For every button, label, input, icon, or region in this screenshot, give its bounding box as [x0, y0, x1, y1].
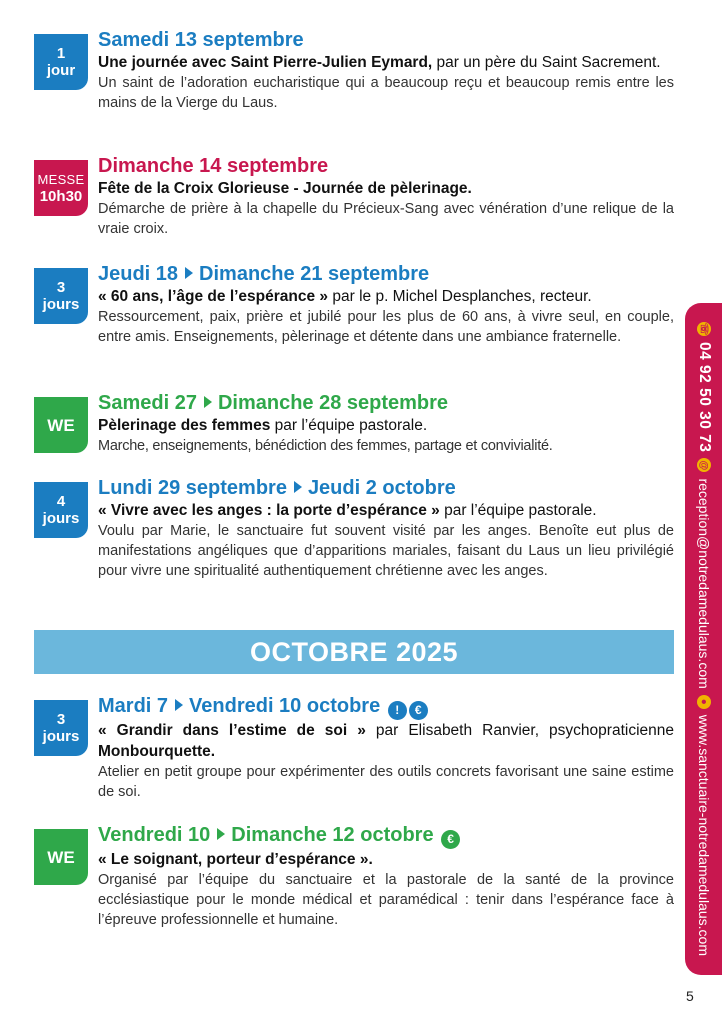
mass-badge: [34, 160, 88, 216]
arrow-right-icon: [204, 396, 212, 408]
event-description: Un saint de l’adoration eucharistique qui a beaucoup reçu et beaucoup remis entre les mains de la Vierge du Laus.: [98, 75, 674, 111]
badge-line-2: jours: [42, 296, 80, 313]
event-subtitle-bold: « Le soignant, porteur d’espérance ».: [98, 850, 373, 868]
event-subtitle: [98, 286, 674, 307]
event-end-date: Dimanche 21 septembre: [199, 263, 430, 285]
euro-icon: €: [409, 701, 428, 720]
arrow-right-icon: [217, 828, 225, 840]
badge-line-1: MESSE: [37, 172, 85, 187]
event-title: [98, 391, 674, 415]
badge-line-2: jours: [42, 728, 80, 745]
event-description: Organisé par l’équipe du sanctuaire et la pastorale de la santé de la province ecclésiastique pour le monde médical et paramédical : tenir dans l’espérance face à l’épreuve professionnelle et humaine.: [98, 871, 674, 928]
event-end-date: Dimanche 28 septembre: [217, 392, 449, 414]
duration-badge: [34, 268, 88, 324]
badge-line-2: 10h30: [39, 188, 83, 205]
duration-badge: [34, 482, 88, 538]
event-start-date: Vendredi 10: [98, 824, 211, 846]
contact-website[interactable]: www.sanctuaire-notredamedulaus.com: [695, 714, 712, 956]
euro-icon: €: [441, 830, 460, 849]
badge-line-1: 1: [56, 45, 66, 62]
event-subtitle-rest: par le p. Michel Desplanches, recteur.: [328, 288, 592, 305]
event-subtitle-rest: par Elisabeth Ranvier, psychopraticienne: [365, 721, 674, 739]
badge-line-1: WE: [47, 415, 75, 435]
event-content: [98, 391, 674, 456]
phone-icon: ☏: [698, 322, 709, 336]
event-subtitle-bold-2: Monbourquette.: [98, 742, 216, 760]
month-heading-bar: [34, 630, 674, 674]
event-description: Atelier en petit groupe pour expérimenter des outils concrets favorisant une saine estime de soi.: [98, 763, 674, 800]
event-title: Samedi 13 septembre: [98, 29, 304, 51]
event-subtitle: [98, 849, 674, 870]
event-title: Dimanche 14 septembre: [98, 155, 329, 177]
event-subtitle-rest: par l’équipe pastorale.: [439, 502, 597, 519]
event-subtitle-bold: Pèlerinage des femmes: [98, 417, 271, 434]
event-end-date: Vendredi 10 octobre: [189, 695, 381, 717]
contact-email[interactable]: reception@notredamedulaus.com: [695, 478, 712, 689]
event-subtitle: [98, 500, 674, 521]
badge-line-2: jour: [46, 62, 76, 79]
arrow-right-icon: [175, 699, 183, 711]
event-content: [98, 262, 674, 347]
page-number: 5: [686, 988, 694, 1004]
event-content: [98, 476, 674, 581]
contact-info: [695, 322, 713, 956]
event-start-date: Lundi 29 septembre: [98, 477, 287, 499]
duration-badge: [34, 34, 88, 90]
event-description: Voulu par Marie, le sanctuaire fut souvent visité par les anges. Benoîte eut plus de manifestations angéliques que d’apparitions mariales, faisant du Laus un lieu privilégié pour vivre une spiritualité authentiquement chrétienne avec les anges.: [98, 523, 674, 579]
event-subtitle-bold: Une journée avec Saint Pierre-Julien Eymard,: [98, 54, 433, 71]
event-title: [98, 694, 674, 720]
event-subtitle-rest: par un père du Saint Sacrement.: [432, 54, 661, 71]
event-start-date: Samedi 27: [98, 392, 197, 414]
duration-badge: [34, 700, 88, 756]
event-subtitle: [98, 415, 674, 436]
arrow-right-icon: [294, 481, 302, 493]
contact-side-tab: [685, 303, 722, 975]
event-subtitle: [98, 720, 674, 762]
badge-line-1: 3: [56, 711, 66, 728]
event-subtitle: [98, 52, 674, 73]
event-content: [98, 28, 674, 113]
event-description: Démarche de prière à la chapelle du Précieux-Sang avec vénération d’une relique de la vraie croix.: [98, 201, 674, 237]
event-content: [98, 823, 674, 930]
event-description: Marche, enseignements, bénédiction des femmes, partage et convivialité.: [98, 438, 553, 454]
event-end-date: Jeudi 2 octobre: [307, 477, 456, 499]
event-subtitle-bold: « Vivre avec les anges : la porte d’espérance »: [98, 502, 440, 519]
event-subtitle-bold: Fête de la Croix Glorieuse - Journée de pèlerinage.: [98, 180, 472, 197]
event-subtitle: [98, 178, 674, 199]
event-subtitle-rest: par l’équipe pastorale.: [270, 417, 428, 434]
email-icon: @: [697, 458, 711, 472]
event-title: [98, 476, 674, 500]
weekend-badge: [34, 829, 88, 885]
event-end-date: Dimanche 12 octobre: [231, 824, 434, 846]
contact-phone[interactable]: 04 92 50 30 73: [695, 342, 713, 453]
badge-line-1: WE: [47, 847, 75, 867]
badge-line-2: jours: [42, 510, 80, 527]
event-description: Ressourcement, paix, prière et jubilé pour les plus de 60 ans, à vivre seul, en couple, entre amis. Enseignements, pèlerinage et détente dans une ambiance fraternelle.: [98, 309, 674, 345]
globe-icon: ●: [697, 695, 711, 709]
month-heading: OCTOBRE 2025: [249, 636, 459, 667]
event-start-date: Jeudi 18: [98, 263, 179, 285]
badge-line-1: 3: [56, 279, 66, 296]
event-title: [98, 823, 674, 849]
weekend-badge: [34, 397, 88, 453]
event-subtitle-bold: « Grandir dans l’estime de soi »: [98, 721, 366, 739]
event-subtitle-bold: « 60 ans, l’âge de l’espérance »: [98, 288, 329, 305]
event-content: [98, 154, 674, 239]
event-title: [98, 262, 674, 286]
warning-icon: !: [388, 701, 407, 720]
badge-line-1: 4: [56, 493, 66, 510]
event-content: [98, 694, 674, 802]
arrow-right-icon: [185, 267, 193, 279]
event-start-date: Mardi 7: [98, 695, 169, 717]
